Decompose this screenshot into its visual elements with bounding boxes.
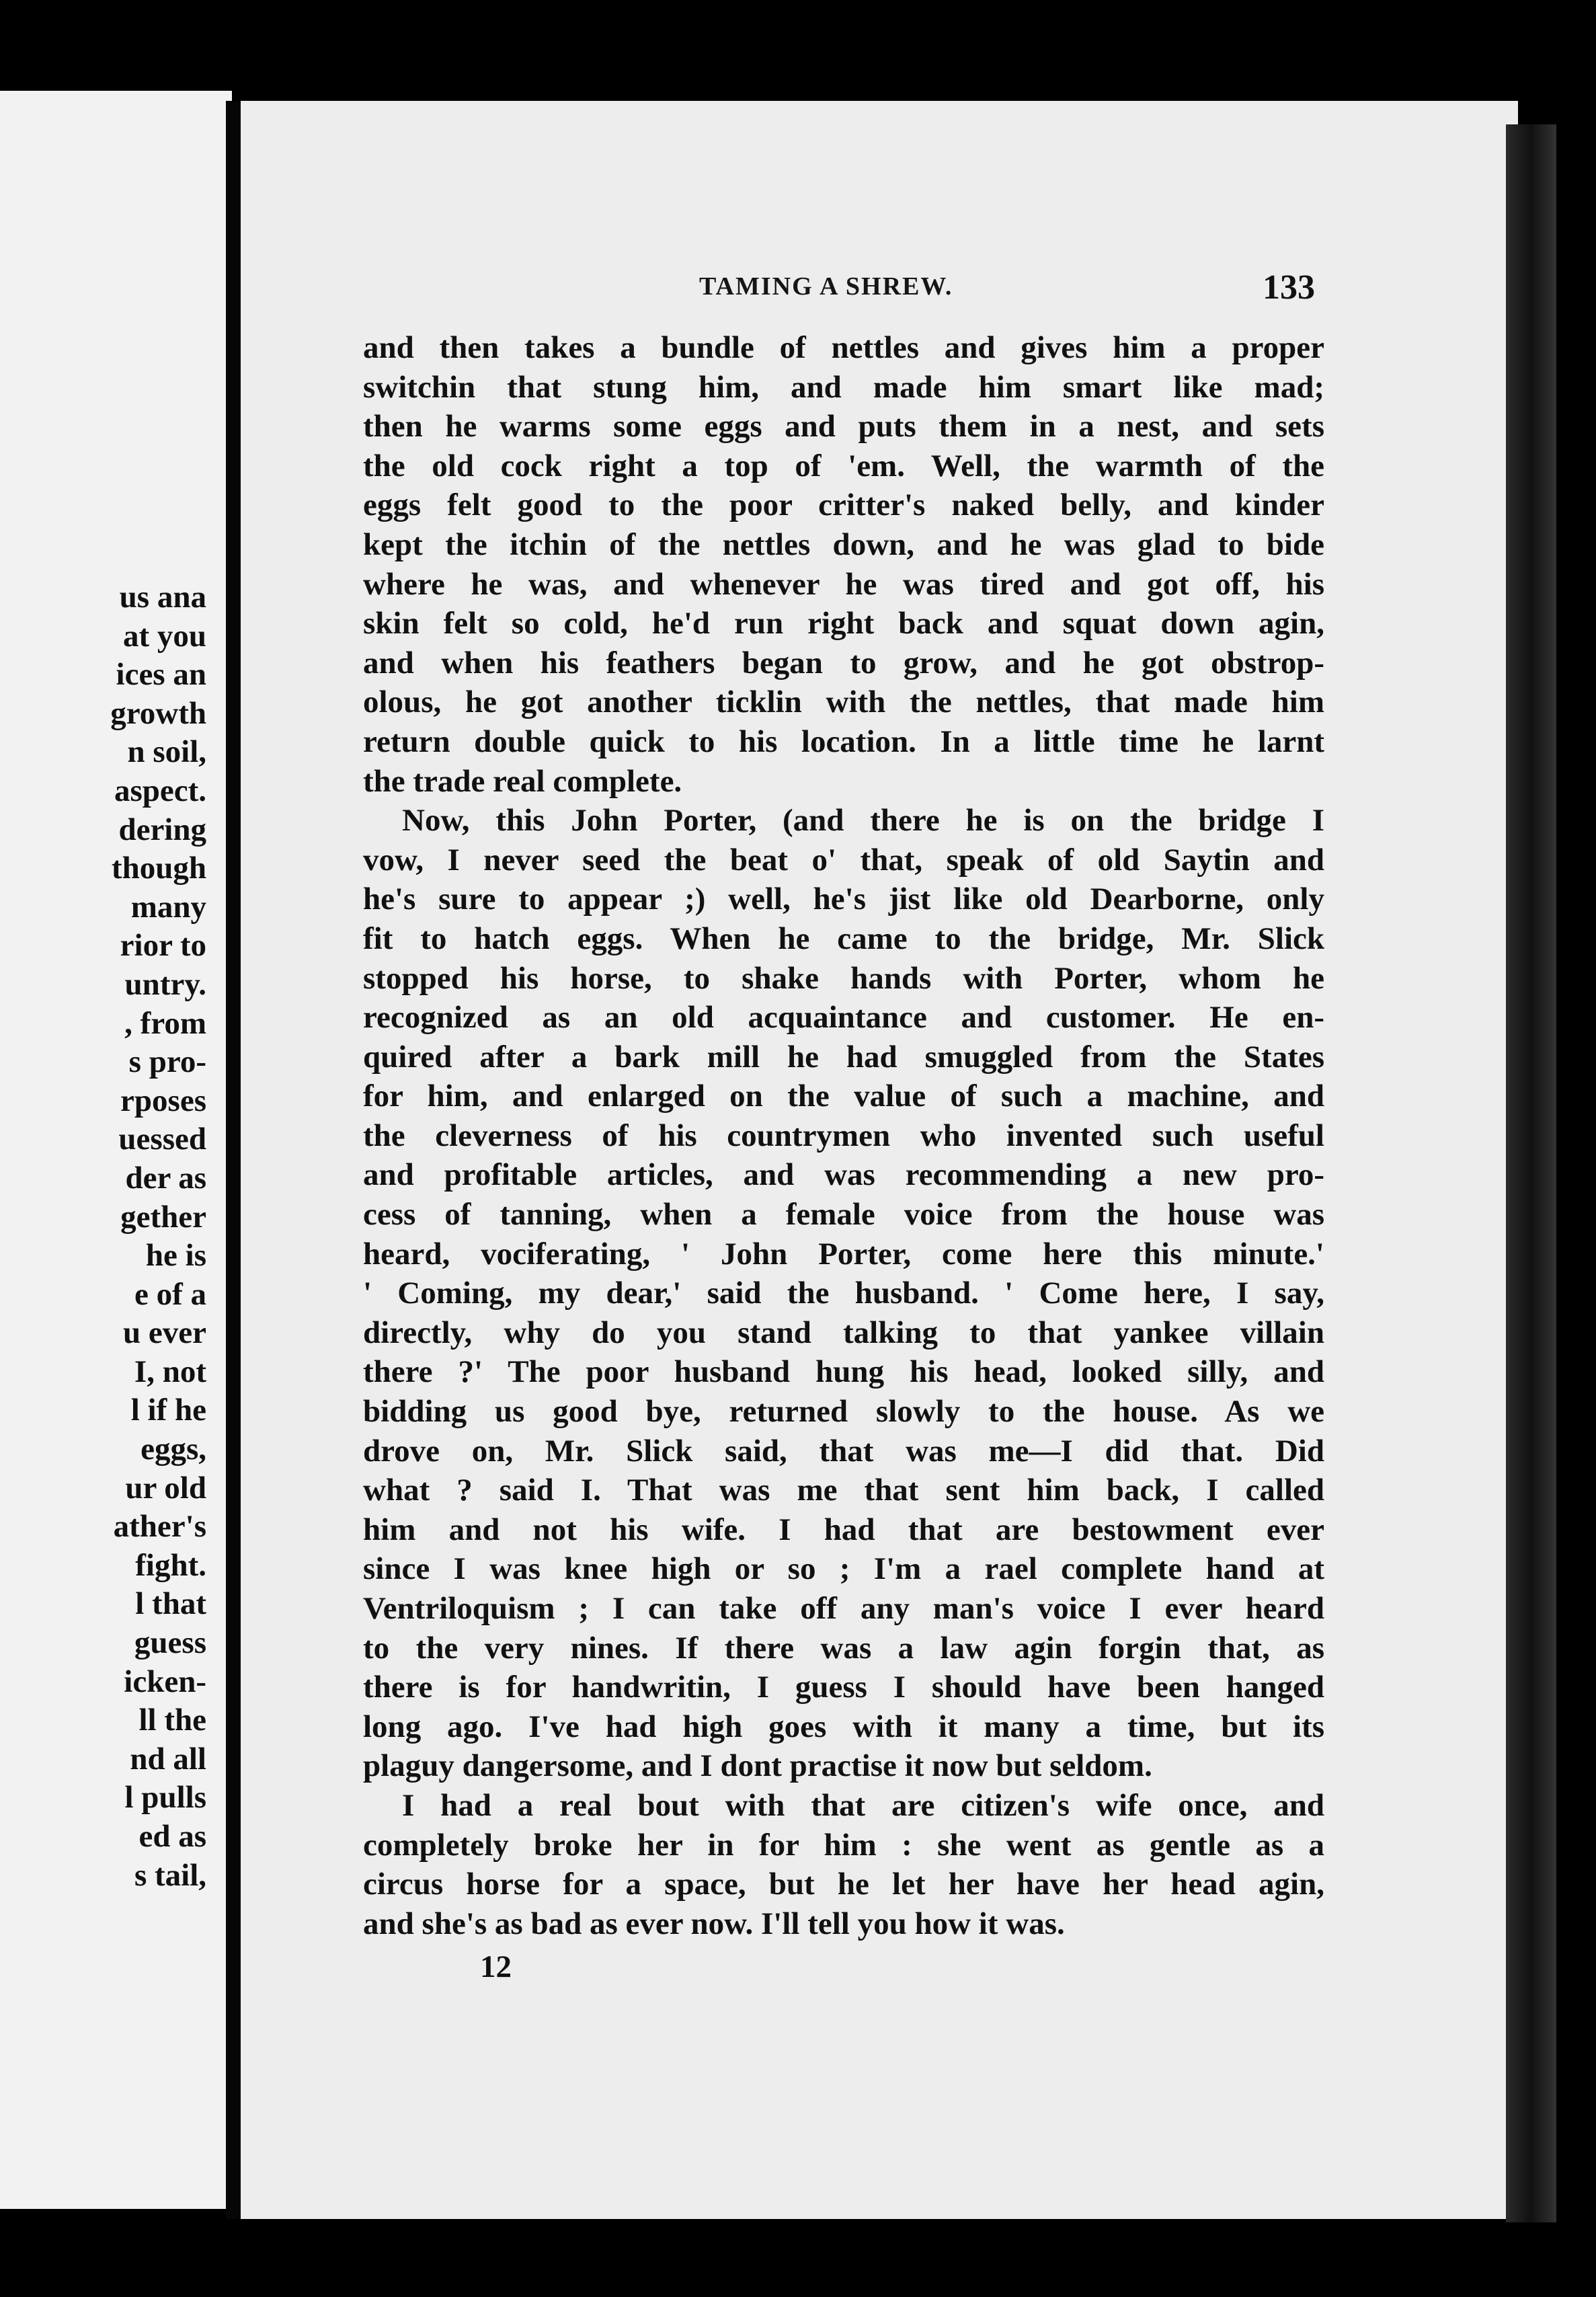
left-page-line: ur old	[125, 1470, 206, 1506]
text-line: bidding us good bye, returned slowly to the house. As we	[363, 1394, 1324, 1430]
text-line: ' Coming, my dear,' said the husband. ' Come here, I say,	[363, 1276, 1324, 1311]
left-page-line: e of a	[134, 1276, 206, 1312]
left-page-line: s tail,	[134, 1857, 206, 1893]
left-page-line: gether	[120, 1199, 206, 1235]
text-line: there is for handwritin, I guess I should have been hanged	[363, 1670, 1324, 1705]
text-line: what ? said I. That was me that sent him back, I called	[363, 1473, 1324, 1508]
text-line: heard, vociferating, ' John Porter, come here this minute.'	[363, 1236, 1324, 1272]
text-line: switchin that stung him, and made him smart like mad;	[363, 369, 1324, 405]
text-line: Ventriloquism ; I can take off any man's voice I ever heard	[363, 1591, 1324, 1626]
left-page-line: n soil,	[127, 734, 206, 770]
left-page-line: at you	[122, 618, 206, 654]
text-line: he's sure to appear ;) well, he's jist like old Dearborne, only	[363, 882, 1324, 917]
left-page-line: rposes	[120, 1083, 206, 1118]
left-page-line: I, not	[134, 1354, 206, 1389]
left-page-line: nd all	[130, 1741, 206, 1777]
text-line: since I was knee high or so ; I'm a rael complete hand at	[363, 1551, 1324, 1587]
left-page-line: l pulls	[124, 1780, 206, 1816]
left-page-line: ather's	[113, 1509, 206, 1545]
page-gutter	[226, 101, 241, 2219]
text-line: return double quick to his location. In a little time he larnt	[363, 724, 1324, 759]
text-line: drove on, Mr. Slick said, that was me—I did that. Did	[363, 1433, 1324, 1469]
text-line: then he warms some eggs and puts them in a nest, and sets	[363, 409, 1324, 444]
text-line: where he was, and whenever he was tired and got off, his	[363, 566, 1324, 602]
left-page-line: der as	[125, 1160, 206, 1196]
text-line: Now, this John Porter, (and there he is on the bridge I	[402, 803, 1324, 839]
text-line: plaguy dangersome, and I dont practise it now but seldom.	[363, 1748, 1152, 1784]
left-page-line: eggs,	[141, 1432, 206, 1467]
text-line: recognized as an old acquaintance and customer. He en-	[363, 1000, 1324, 1036]
text-line: olous, he got another ticklin with the nettles, that made him	[363, 685, 1324, 720]
text-line: I had a real bout with that are citizen's wife once, and	[402, 1787, 1324, 1823]
running-title: TAMING A SHREW.	[699, 272, 953, 301]
text-line: for him, and enlarged on the value of such a machine, and	[363, 1079, 1324, 1114]
left-page-line: rior to	[120, 928, 206, 964]
text-line: there ?' The poor husband hung his head, looked silly, and	[363, 1354, 1324, 1390]
text-line: the cleverness of his countrymen who invented such useful	[363, 1118, 1324, 1153]
text-line: and profitable articles, and was recommending a new pro-	[363, 1157, 1324, 1193]
left-page-line: fight.	[135, 1547, 206, 1583]
left-page-line: uessed	[118, 1122, 206, 1157]
left-page-line: us ana	[119, 580, 206, 615]
left-page-line: guess	[134, 1625, 206, 1661]
text-line: and then takes a bundle of nettles and gives him a proper	[363, 330, 1324, 365]
text-line: and she's as bad as ever now. I'll tell you how it was.	[363, 1906, 1065, 1941]
text-line: circus horse for a space, but he let her have her head agin,	[363, 1867, 1324, 1902]
text-line: completely broke her in for him : she went as gentle as a	[363, 1827, 1324, 1863]
left-page-line: , from	[124, 1005, 206, 1041]
text-line: long ago. I've had high goes with it many a time, but its	[363, 1709, 1324, 1744]
left-page-line: u ever	[123, 1315, 206, 1351]
left-page-line: he is	[145, 1238, 206, 1274]
left-page-line: icken-	[124, 1664, 206, 1699]
page-number: 133	[1263, 268, 1315, 307]
text-line: directly, why do you stand talking to that yankee villain	[363, 1315, 1324, 1350]
text-line: him and not his wife. I had that are bestowment ever	[363, 1512, 1324, 1547]
text-line: to the very nines. If there was a law agin forgin that, as	[363, 1630, 1324, 1666]
text-line: vow, I never seed the beat o' that, speak of old Saytin and	[363, 842, 1324, 878]
left-page-line: growth	[110, 695, 206, 731]
text-line: kept the itchin of the nettles down, and he was glad to bide	[363, 527, 1324, 562]
left-page-line: many	[130, 889, 206, 925]
body-text	[363, 328, 1324, 1943]
text-line: quired after a bark mill he had smuggled from the States	[363, 1039, 1324, 1075]
left-page-line: though	[111, 851, 206, 886]
signature-mark: 12	[480, 1949, 512, 1984]
left-page-line: dering	[118, 812, 206, 847]
left-page-line: l if he	[130, 1393, 206, 1428]
text-line: skin felt so cold, he'd run right back and squat down agin,	[363, 606, 1324, 641]
text-line: cess of tanning, when a female voice from the house was	[363, 1197, 1324, 1233]
text-line: the old cock right a top of 'em. Well, the warmth of the	[363, 448, 1324, 483]
left-page-line: untry.	[124, 966, 206, 1002]
left-page	[0, 91, 232, 2209]
left-page-line: l that	[135, 1586, 206, 1622]
left-page-line: aspect.	[114, 773, 206, 808]
left-page-line: ices an	[116, 657, 206, 693]
text-line: and when his feathers began to grow, and he got obstrop-	[363, 645, 1324, 680]
left-page-line: ed as	[138, 1819, 206, 1854]
text-line: eggs felt good to the poor critter's naked belly, and kinder	[363, 488, 1324, 523]
text-line: stopped his horse, to shake hands with Porter, whom he	[363, 960, 1324, 996]
text-line: the trade real complete.	[363, 763, 682, 799]
left-page-text	[0, 578, 232, 1895]
left-page-line: ll the	[138, 1703, 206, 1738]
book-edge	[1506, 124, 1556, 2222]
left-page-line: s pro-	[128, 1044, 206, 1080]
text-line: fit to hatch eggs. When he came to the bridge, Mr. Slick	[363, 921, 1324, 956]
